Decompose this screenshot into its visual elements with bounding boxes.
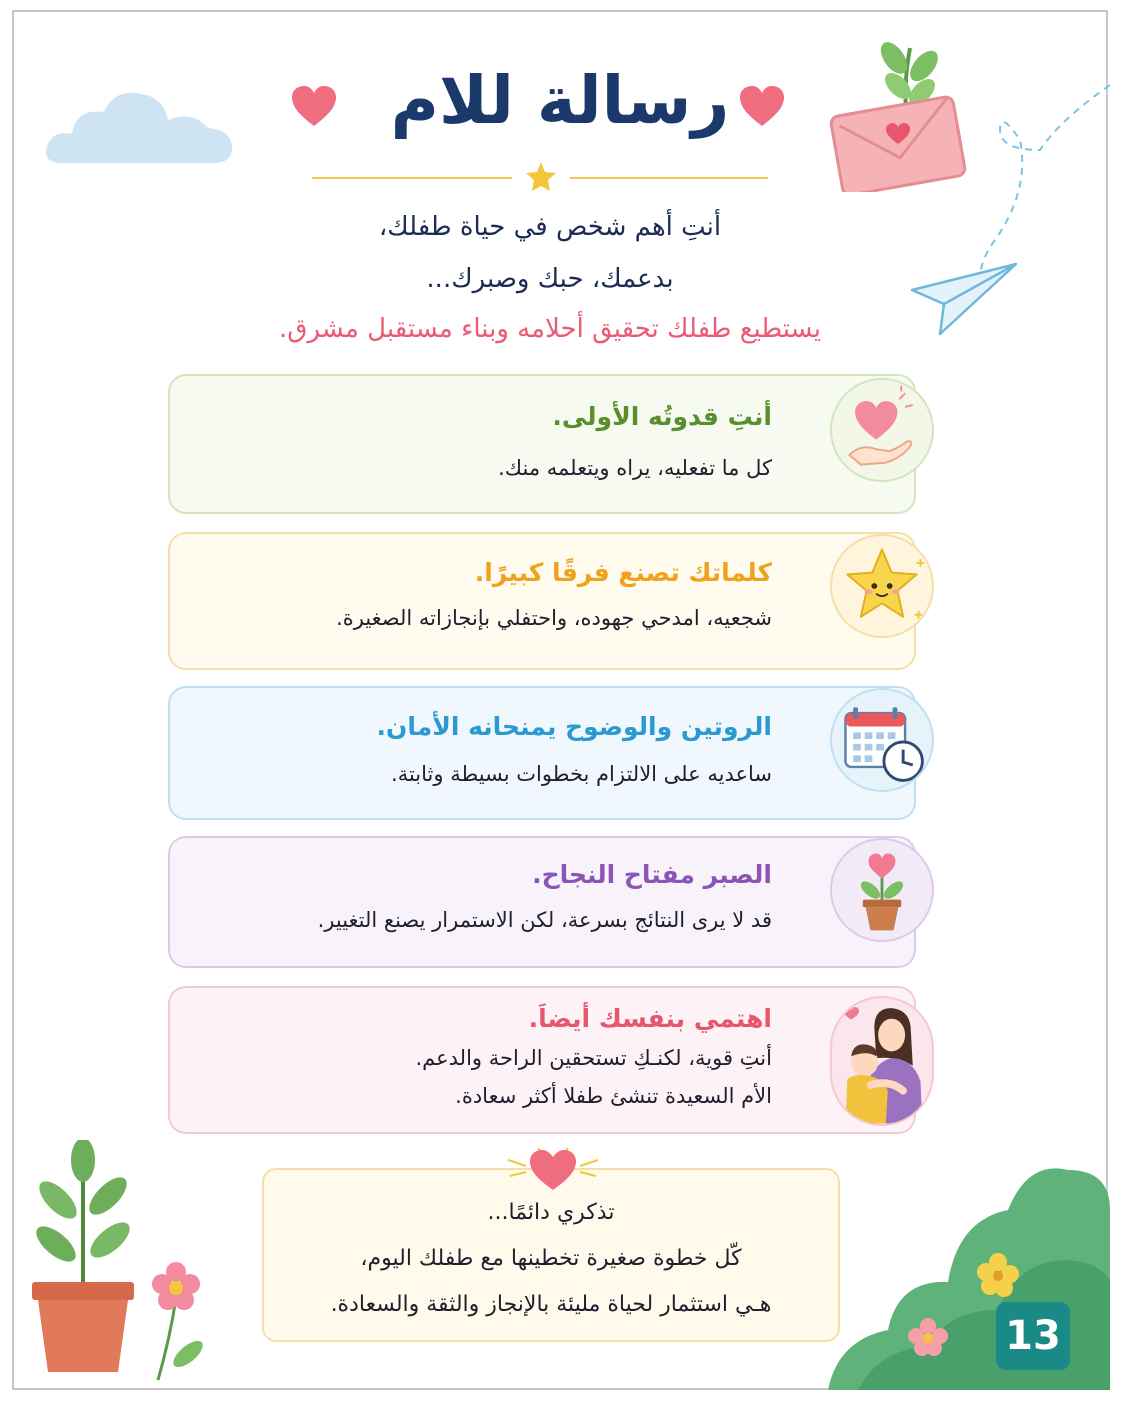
- tip-card-text: ساعديه على الالتزام بخطوات بسيطة وثابتة.: [391, 762, 772, 786]
- tip-card-text: كل ما تفعليه، يراه ويتعلمه منك.: [498, 456, 772, 480]
- potted-plant-icon: [28, 1140, 138, 1382]
- tip-card-title: الروتين والوضوح يمنحانه الأمان.: [376, 712, 772, 741]
- tip-card-title: أنتِ قدوتُه الأولى.: [552, 402, 772, 431]
- page-number: 13: [996, 1302, 1070, 1370]
- tip-card: [168, 836, 916, 968]
- tip-card-title: اهتمي بنفسك أيضاَ.: [528, 1004, 772, 1033]
- reminder-line-3: هـي استثمار لحياة مليئة بالإنجاز والثقة والسعادة.: [330, 1292, 772, 1317]
- dashed-trail-icon: [940, 80, 1115, 290]
- reminder-line-2: كّل خطوة صغيرة تخطينها مع طفلك اليوم،: [360, 1246, 742, 1271]
- cloud-icon: [42, 78, 237, 168]
- calendar-clock-icon: [832, 690, 932, 790]
- tip-card: [168, 532, 916, 670]
- heart-in-hand-icon: [832, 380, 932, 480]
- intro-line-2: بدعمك، حبك وصبرك...: [426, 264, 674, 294]
- mother-hugging-child-icon: [832, 998, 932, 1124]
- tip-card-text: قد لا يرى النتائج بسرعة، لكن الاستمرار يصنع التغيير.: [317, 908, 772, 932]
- tip-card-icon-circle: [830, 996, 934, 1126]
- tip-card: [168, 374, 916, 514]
- divider-left: [312, 177, 512, 179]
- tip-card-icon-circle: [830, 534, 934, 638]
- tip-card-icon-circle: [830, 688, 934, 792]
- smiling-star-icon: [832, 536, 932, 636]
- tip-card-text: أنتِ قوية، لكنـكِ تستحقين الراحة والدعم.: [415, 1046, 772, 1070]
- flower-icon: [138, 1258, 214, 1382]
- heart-flower-pot-icon: [832, 840, 932, 940]
- divider-right: [570, 177, 768, 179]
- tip-card-text: الأم السعيدة تنشئ طفلا أكثر سعادة.: [455, 1084, 772, 1108]
- paper-plane-icon: [910, 262, 1020, 338]
- tip-card: [168, 686, 916, 820]
- tip-card-icon-circle: [830, 838, 934, 942]
- heart-icon: [498, 1140, 608, 1192]
- page-title: رسالة للام: [390, 62, 730, 139]
- tip-card-title: كلماتك تصنع فرقًا كبيرًا.: [474, 558, 772, 587]
- intro-line-1: أنتِ أهم شخص في حياة طفلك،: [378, 212, 722, 242]
- tip-card-text: شجعيه، امدحي جهوده، واحتفلي بإنجازاته الصغيرة.: [336, 606, 772, 630]
- tip-card-title: الصبر مفتاح النجاح.: [532, 860, 772, 889]
- reminder-line-1: تذكري دائمًا...: [487, 1200, 615, 1225]
- tip-card-icon-circle: [830, 378, 934, 482]
- star-icon: [524, 160, 558, 194]
- intro-line-3: يستطيع طفلك تحقيق أحلامه وبناء مستقبل مشرق.: [279, 314, 821, 344]
